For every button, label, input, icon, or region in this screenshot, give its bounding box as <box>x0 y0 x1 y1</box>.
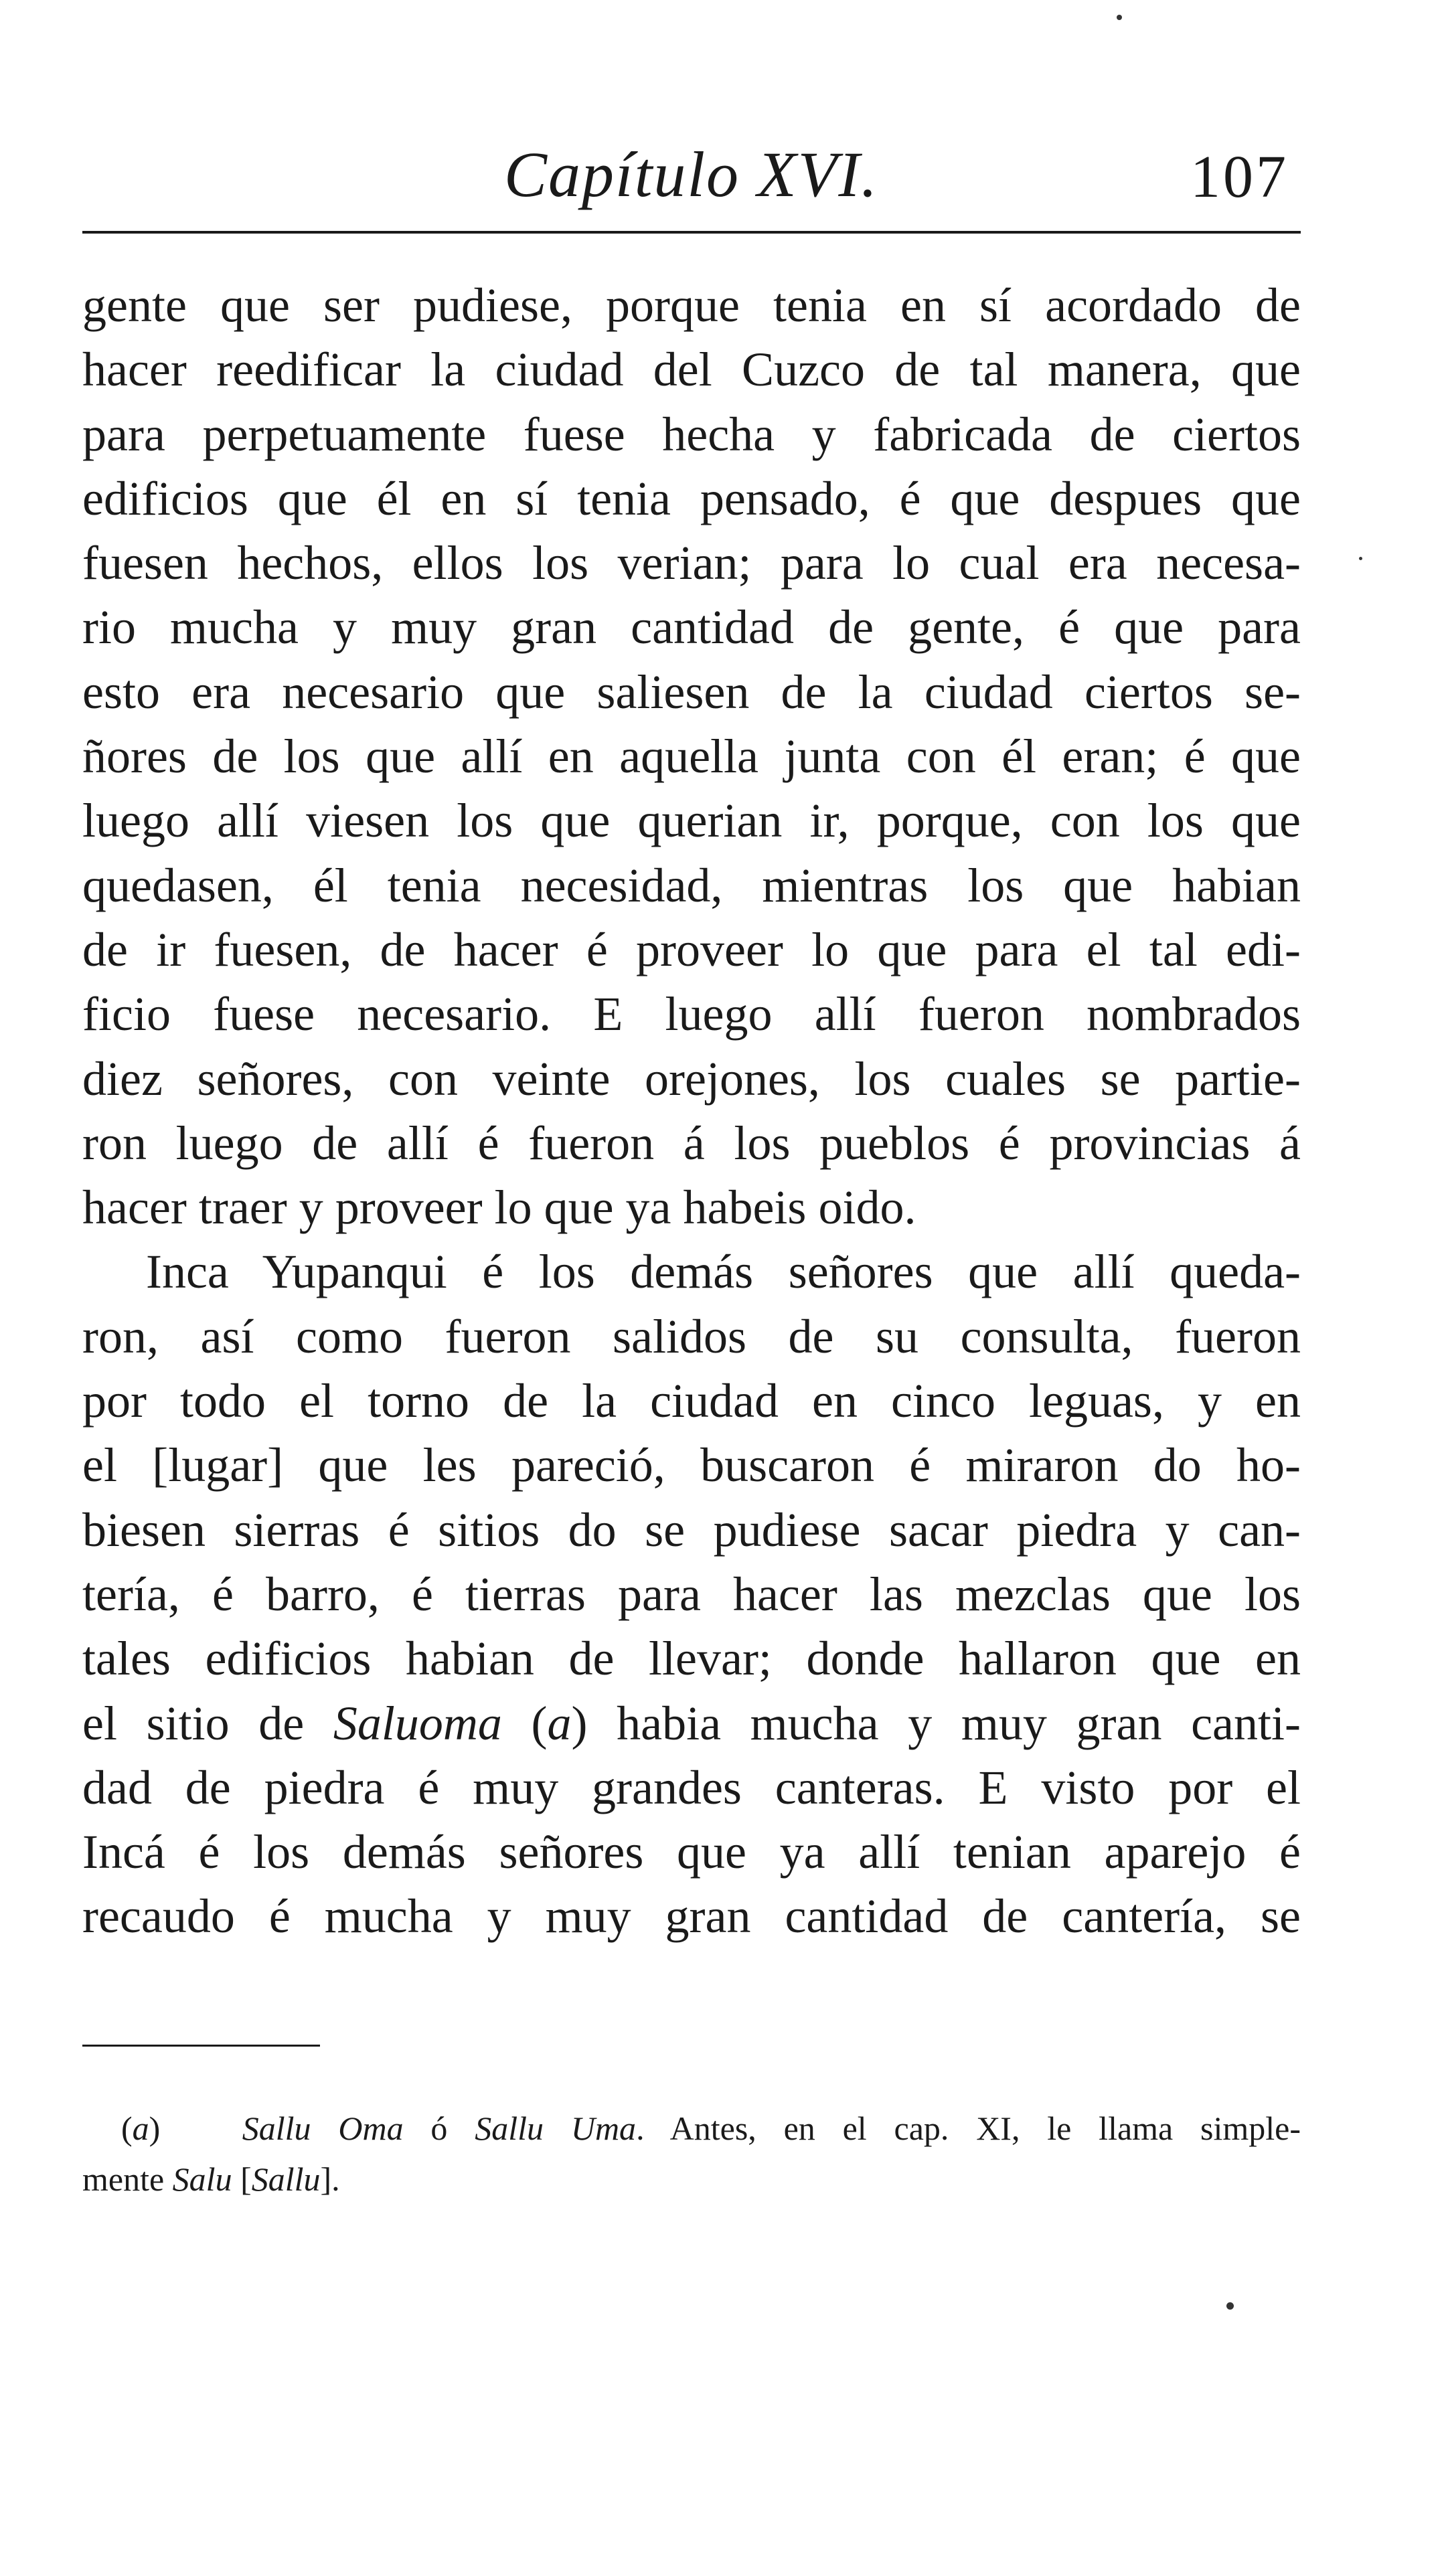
text-line: Inca Yupanqui é los demás señores que allí queda- <box>146 1245 1301 1299</box>
text-line: tales edificios habian de llevar; donde hallaron que en <box>82 1632 1301 1686</box>
text-run: ( <box>501 1696 548 1750</box>
body-text <box>82 273 1301 1949</box>
print-speck <box>1226 2302 1234 2310</box>
footnote-line <box>82 2154 1301 2205</box>
text-line: esto era necesario que saliesen de la ciudad ciertos se- <box>82 665 1301 719</box>
text-line: fuesen hechos, ellos los verian; para lo cual era necesa- <box>82 536 1301 590</box>
text-line: ñores de los que allí en aquella junta con él eran; é que <box>82 729 1301 784</box>
text-line: recaudo é mucha y muy gran cantidad de cantería, se <box>82 1889 1301 1944</box>
footnote-term: Sallu <box>251 2160 321 2198</box>
text-line: diez señores, con veinte orejones, los cuales se partie- <box>82 1051 1301 1106</box>
text-line <box>82 1691 1301 1755</box>
footnote-mark-close: ) <box>149 2110 242 2147</box>
text-line: rio mucha y muy gran cantidad de gente, é que para <box>82 600 1301 655</box>
text-line: el [lugar] que les pareció, buscaron é miraron do ho- <box>82 1438 1301 1492</box>
text-line: quedasen, él tenia necesidad, mientras los que habian <box>82 858 1301 912</box>
text-line: biesen sierras é sitios do se pudiese sacar piedra y can- <box>82 1502 1301 1557</box>
text-line: hacer reedificar la ciudad del Cuzco de tal manera, que <box>82 343 1301 397</box>
text-line: dad de piedra é muy grandes canteras. E visto por el <box>82 1760 1301 1814</box>
print-speck <box>1359 557 1362 560</box>
text-line: de ir fuesen, de hacer é proveer lo que para el tal edi- <box>82 922 1301 976</box>
footnote-text: ]. <box>320 2160 340 2198</box>
text-line: hacer traer y proveer lo que ya habeis oido. <box>82 1181 916 1235</box>
print-speck <box>1117 15 1122 20</box>
footnote-term: Sallu Uma <box>475 2110 637 2147</box>
text-line: edificios que él en sí tenia pensado, é que despues que <box>82 471 1301 525</box>
text-line: para perpetuamente fuese hecha y fabricada de ciertos <box>82 407 1301 461</box>
page-header <box>82 131 1301 224</box>
footnote-rule <box>82 2045 320 2047</box>
footnote-term: Sallu Oma <box>242 2110 404 2147</box>
footnote-reference: a <box>547 1696 572 1750</box>
text-line: ficio fuese necesario. E luego allí fueron nombrados <box>82 987 1301 1041</box>
running-title: Capítulo XVI. <box>504 139 879 210</box>
footnote-text: mente <box>82 2160 173 2198</box>
footnote-text: . Antes, en el cap. XI, le llama simple- <box>636 2110 1301 2147</box>
header-rule <box>82 231 1301 234</box>
footnote-mark-open: ( <box>121 2110 133 2147</box>
footnote-mark: a <box>132 2110 149 2147</box>
footnote-term: Salu <box>172 2160 232 2198</box>
text-line: ron, así como fueron salidos de su consulta, fueron <box>82 1309 1301 1363</box>
place-name: Saluoma <box>333 1696 502 1750</box>
text-line: luego allí viesen los que querian ir, porque, con los que <box>82 794 1301 848</box>
footnote-text: [ <box>232 2160 252 2198</box>
text-run: el sitio de <box>82 1696 333 1750</box>
text-line: por todo el torno de la ciudad en cinco leguas, y en <box>82 1374 1301 1428</box>
text-line: tería, é barro, é tierras para hacer las mezclas que los <box>82 1567 1301 1621</box>
text-line: gente que ser pudiese, porque tenia en sí acordado de <box>82 278 1301 332</box>
footnote-line <box>82 2103 1301 2154</box>
footnote <box>82 2103 1301 2205</box>
footnote-text: ó <box>403 2110 475 2147</box>
text-run: ) habia mucha y muy gran canti- <box>571 1696 1301 1750</box>
text-line: ron luego de allí é fueron á los pueblos é provincias á <box>82 1116 1301 1170</box>
text-line: Incá é los demás señores que ya allí tenian aparejo é <box>82 1825 1301 1879</box>
page-number: 107 <box>1190 144 1289 210</box>
